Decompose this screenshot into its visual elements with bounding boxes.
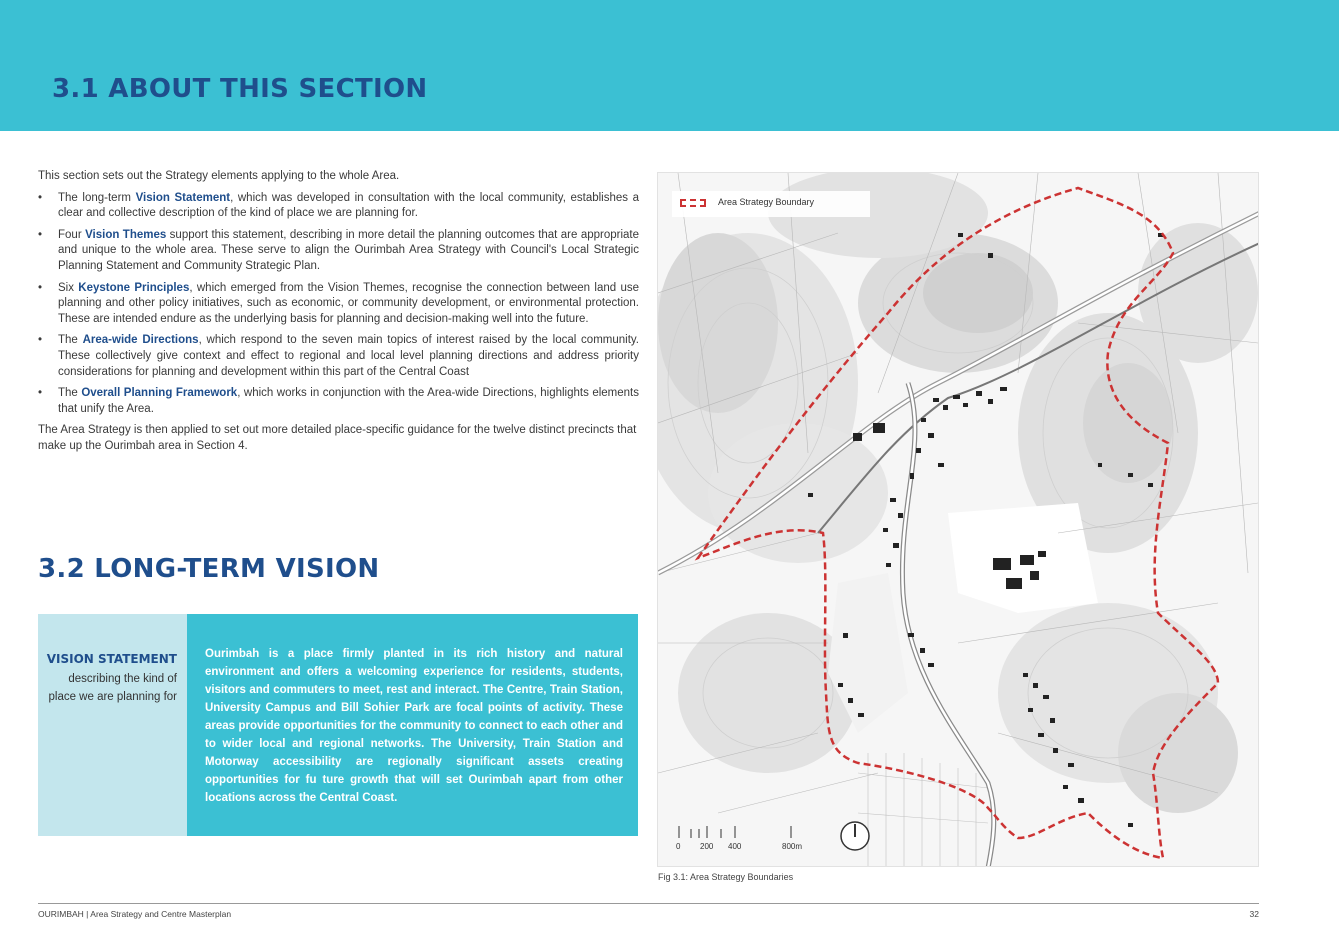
- intro-paragraph: This section sets out the Strategy elements applying to the whole Area.: [38, 170, 400, 182]
- list-item: • The Area-wide Directions, which respond to the seven main topics of interest raised by the local community. These collectively give context and effect to regional and local level planning directions and address priority considerations for planning and development within this part of the Central Coast: [38, 333, 639, 380]
- header-band: [0, 0, 1339, 131]
- section-body: [38, 169, 639, 461]
- list-item: • The Overall Planning Framework, which works in conjunction with the Area-wide Directions, highlights elements that unify the Area.: [38, 386, 639, 417]
- vision-statement-panel: [187, 614, 638, 836]
- footer-document-title: OURIMBAH | Area Strategy and Centre Masterplan: [38, 909, 232, 919]
- page-number: 32: [1249, 909, 1259, 919]
- map-legend: [672, 191, 870, 217]
- footer-divider: [38, 903, 1259, 904]
- list-item: • Six Keystone Principles, which emerged from the Vision Themes, recognise the connection between land use planning and other policy initiatives, such as economic, or community development, or environmental protection. These are intended endure as the underlying basis for planning and decision-making well into the future.: [38, 281, 639, 328]
- list-item: • The long-term Vision Statement, which was developed in consultation with the local community, establishes a clear and collective description of the kind of place we are planning for.: [38, 191, 639, 222]
- scale-label: 200: [700, 842, 714, 851]
- vision-statement-label-panel: [38, 614, 187, 836]
- scale-label: 800m: [782, 842, 803, 851]
- list-item: • Four Vision Themes support this statement, describing in more detail the planning outcomes that are appropriate and unique to the whole area. These serve to align the Ourimbah Area Strategy with Council's Local Strategic Planning Statement and Community Strategic Plan.: [38, 228, 639, 275]
- keyword: Vision Themes: [85, 228, 167, 241]
- boundary-swatch-icon: [680, 199, 706, 207]
- keyword: Overall Planning Framework: [81, 387, 238, 400]
- section-2-title: 3.2 LONG-TERM VISION: [38, 554, 380, 584]
- keyword: Area-wide Directions: [82, 334, 199, 347]
- closing-paragraph: The Area Strategy is then applied to set out more detailed place-specific guidance for the twelve distinct precincts that make up the Ourimbah area in Section 4.: [38, 424, 637, 452]
- scale-label: 0: [676, 842, 681, 851]
- area-strategy-map: [657, 172, 1259, 867]
- strategy-elements-list: [38, 191, 639, 418]
- scale-label: 400: [728, 842, 742, 851]
- vision-statement-text: Ourimbah is a place firmly planted in its rich history and natural environment and offers a welcoming experience for residents, students, visitors and commuters to meet, rest and interact. The Centre, Train Station, University Campus and Bill Sohier Park are focal points of activity. These areas provide opportunities for the community to connect to each other and to wider local and regional networks. The University, Train Station and Motorway accessibility are regionally significant assets creating opportunities for fu ture growth that will set Ourimbah apart from other locations across the Central Coast.: [205, 648, 623, 804]
- map-graphic: [658, 173, 1259, 867]
- vision-statement-label: VISION STATEMENT: [46, 652, 177, 666]
- vision-statement-subtitle: describing the kind of place we are planning for: [48, 673, 177, 703]
- keyword: Vision Statement: [135, 191, 231, 204]
- figure-caption: Fig 3.1: Area Strategy Boundaries: [658, 872, 794, 882]
- keyword: Keystone Principles: [78, 281, 190, 294]
- legend-label: Area Strategy Boundary: [718, 197, 815, 207]
- section-title: 3.1 ABOUT THIS SECTION: [52, 74, 428, 104]
